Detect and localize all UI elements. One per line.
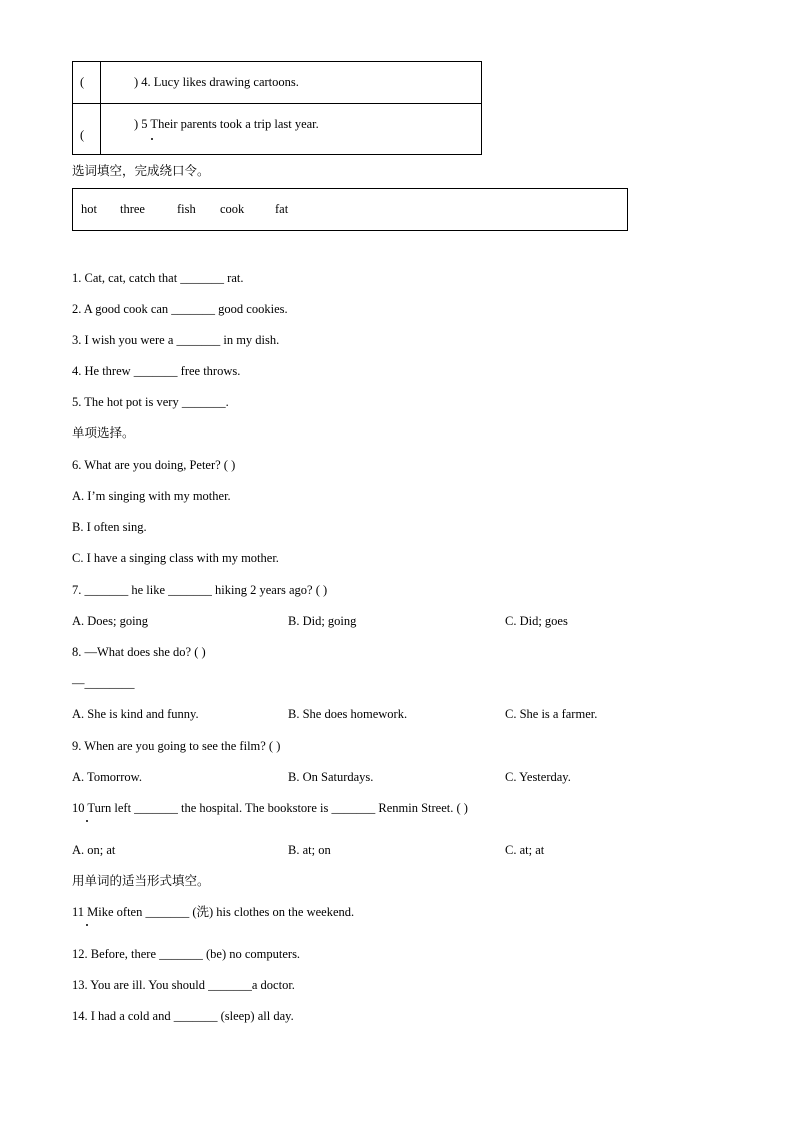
question-9-option-c: C. Yesterday. [505, 770, 571, 784]
question-8-option-a: A. She is kind and funny. [72, 707, 199, 721]
table-row-4-text: ) 4. Lucy likes drawing cartoons. [134, 75, 299, 89]
question-7-stem: 7. _______ he like _______ hiking 2 years ago? ( ) [72, 583, 328, 597]
section-heading-rhyme: 选词填空，完成绕口令。 [72, 163, 210, 178]
word-bank-box [72, 188, 628, 231]
question-7-option-b: B. Did; going [288, 614, 357, 628]
question-11: 11 Mike often _______ (洗) his clothes on the weekend. [72, 905, 355, 919]
section-heading-word-form: 用单词的适当形式填空。 [72, 873, 210, 888]
table-row-divider [73, 103, 481, 104]
question-6-option-b: B. I often sing. [72, 520, 147, 534]
question-10-option-c: C. at; at [505, 843, 545, 857]
word-bank-word: cook [220, 202, 245, 216]
question-8-answer-blank: —________ [72, 676, 135, 690]
question-9-option-a: A. Tomorrow. [72, 770, 142, 784]
question-10-option-a: A. on; at [72, 843, 116, 857]
question-10-option-b: B. at; on [288, 843, 331, 857]
question-9-option-b: B. On Saturdays. [288, 770, 374, 784]
word-bank-word: fish [177, 202, 196, 216]
table-row-4-paren: ( [80, 75, 85, 89]
question-6-stem: 6. What are you doing, Peter? ( ) [72, 458, 236, 472]
question-6-option-c: C. I have a singing class with my mother. [72, 551, 279, 565]
table-row-5-text: ) 5 Their parents took a trip last year. [134, 117, 319, 131]
word-bank-word: three [120, 202, 145, 216]
question-4: 4. He threw _______ free throws. [72, 364, 241, 378]
question-8-option-c: C. She is a farmer. [505, 707, 598, 721]
question-9-stem: 9. When are you going to see the film? ( ) [72, 739, 281, 753]
question-number-dot [86, 820, 88, 822]
word-bank-word: fat [275, 202, 289, 216]
question-10-stem: 10 Turn left _______ the hospital. The bookstore is _______ Renmin Street. ( ) [72, 801, 468, 815]
question-13: 13. You are ill. You should _______a doctor. [72, 978, 295, 992]
question-8-option-b: B. She does homework. [288, 707, 408, 721]
stray-dot [151, 138, 153, 140]
question-14: 14. I had a cold and _______ (sleep) all day. [72, 1009, 294, 1023]
question-3: 3. I wish you were a _______ in my dish. [72, 333, 280, 347]
question-5: 5. The hot pot is very _______. [72, 395, 229, 409]
question-12: 12. Before, there _______ (be) no computers. [72, 947, 301, 961]
question-6-option-a: A. I’m singing with my mother. [72, 489, 231, 503]
table-row-5-paren: ( [80, 128, 85, 142]
question-2: 2. A good cook can _______ good cookies. [72, 302, 288, 316]
section-heading-choice: 单项选择。 [72, 425, 135, 440]
question-number-dot [86, 924, 88, 926]
table-column-divider [100, 62, 101, 154]
question-7-option-c: C. Did; goes [505, 614, 568, 628]
question-1: 1. Cat, cat, catch that _______ rat. [72, 271, 244, 285]
question-7-option-a: A. Does; going [72, 614, 149, 628]
question-8-stem: 8. —What does she do? ( ) [72, 645, 206, 659]
word-bank-word: hot [81, 202, 97, 216]
